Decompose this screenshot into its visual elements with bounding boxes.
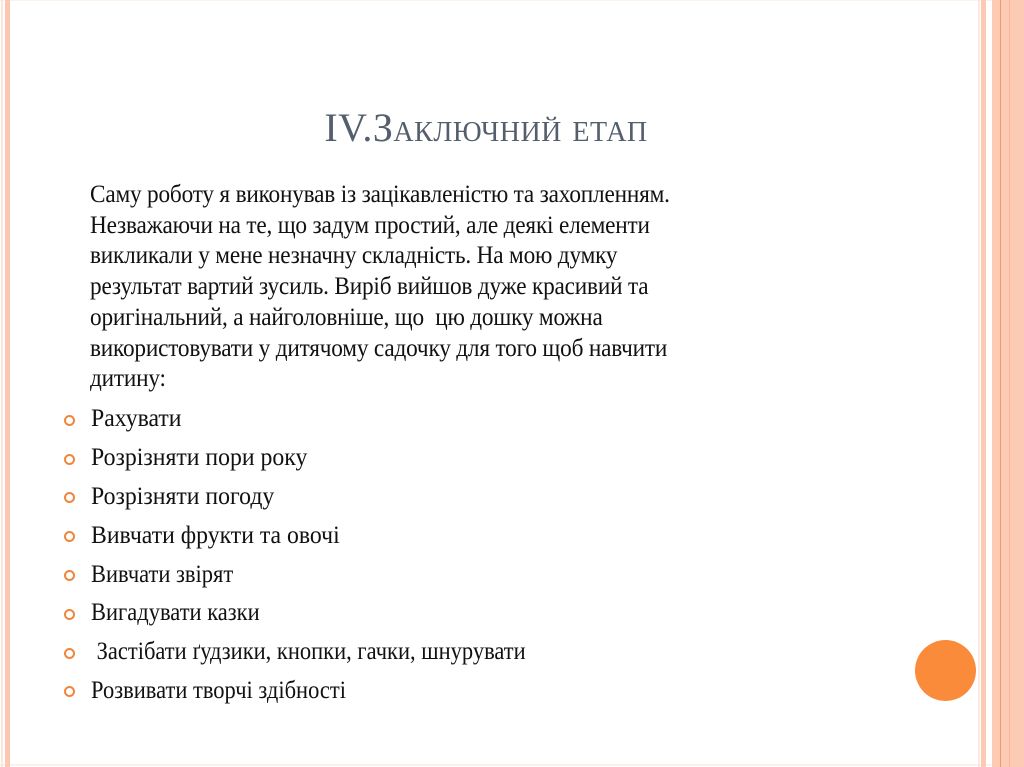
- right-stripe-wide: [992, 0, 1024, 767]
- paragraph-line: використовувати у дитячому садочку для того щоб навчити: [90, 334, 668, 362]
- list-item-label: Розрізняти погоду: [91, 482, 275, 510]
- decorative-circle-icon: [915, 640, 976, 701]
- ring-bullet-icon: [64, 686, 75, 697]
- list-item-label: Рахувати: [91, 405, 182, 433]
- right-stripe-thin: [981, 0, 986, 767]
- list-item: [62, 633, 574, 672]
- slide-title: [0, 104, 960, 151]
- list-item: [62, 400, 574, 439]
- list-item-label: Застібати ґудзики, кнопки, гачки, шнурувати: [91, 638, 526, 666]
- top-border-stripe: [0, 0, 1024, 1]
- bullet-list: [62, 400, 574, 710]
- paragraph-line: викликали у мене незначну складність. На мою думку: [90, 242, 618, 270]
- ring-bullet-icon: [64, 415, 75, 426]
- list-item: [62, 439, 574, 478]
- bottom-border-stripe: [0, 764, 1024, 766]
- paragraph-line: Незважаючи на те, що задум простий, але деякі елементи: [90, 211, 650, 239]
- list-item-label: Вигадувати казки: [91, 599, 260, 627]
- paragraph-line: дитину:: [90, 365, 166, 393]
- ring-bullet-icon: [64, 570, 75, 581]
- paragraph-line: результат вартий зусиль. Виріб вийшов дуже красивий та: [90, 273, 649, 301]
- slide-title-text: IV.Заключний етап: [324, 105, 648, 150]
- ring-bullet-icon: [64, 648, 75, 659]
- right-stripe-faint: [978, 0, 980, 767]
- ring-bullet-icon: [64, 454, 75, 465]
- list-item: [62, 478, 574, 517]
- list-item: [62, 516, 574, 555]
- paragraph-line: Саму роботу я виконував із зацікавленістю та захопленням.: [90, 181, 670, 208]
- list-item: [62, 594, 574, 633]
- ring-bullet-icon: [64, 609, 75, 620]
- list-item-label: Розрізняти пори року: [91, 444, 308, 472]
- ring-bullet-icon: [64, 492, 75, 503]
- list-item-label: Розвивати творчі здібності: [91, 676, 346, 704]
- body-paragraph: [90, 180, 834, 395]
- ring-bullet-icon: [64, 531, 75, 542]
- list-item: [62, 672, 574, 711]
- list-item-label: Вивчати фрукти та овочі: [91, 521, 340, 549]
- right-stripe-mid: [1009, 0, 1010, 767]
- list-item: [62, 555, 574, 594]
- list-item-label: Вивчати звірят: [91, 560, 234, 588]
- right-stripe-line: [1000, 0, 1001, 767]
- paragraph-line: оригінальний, а найголовніше, що цю дошку можна: [90, 303, 603, 331]
